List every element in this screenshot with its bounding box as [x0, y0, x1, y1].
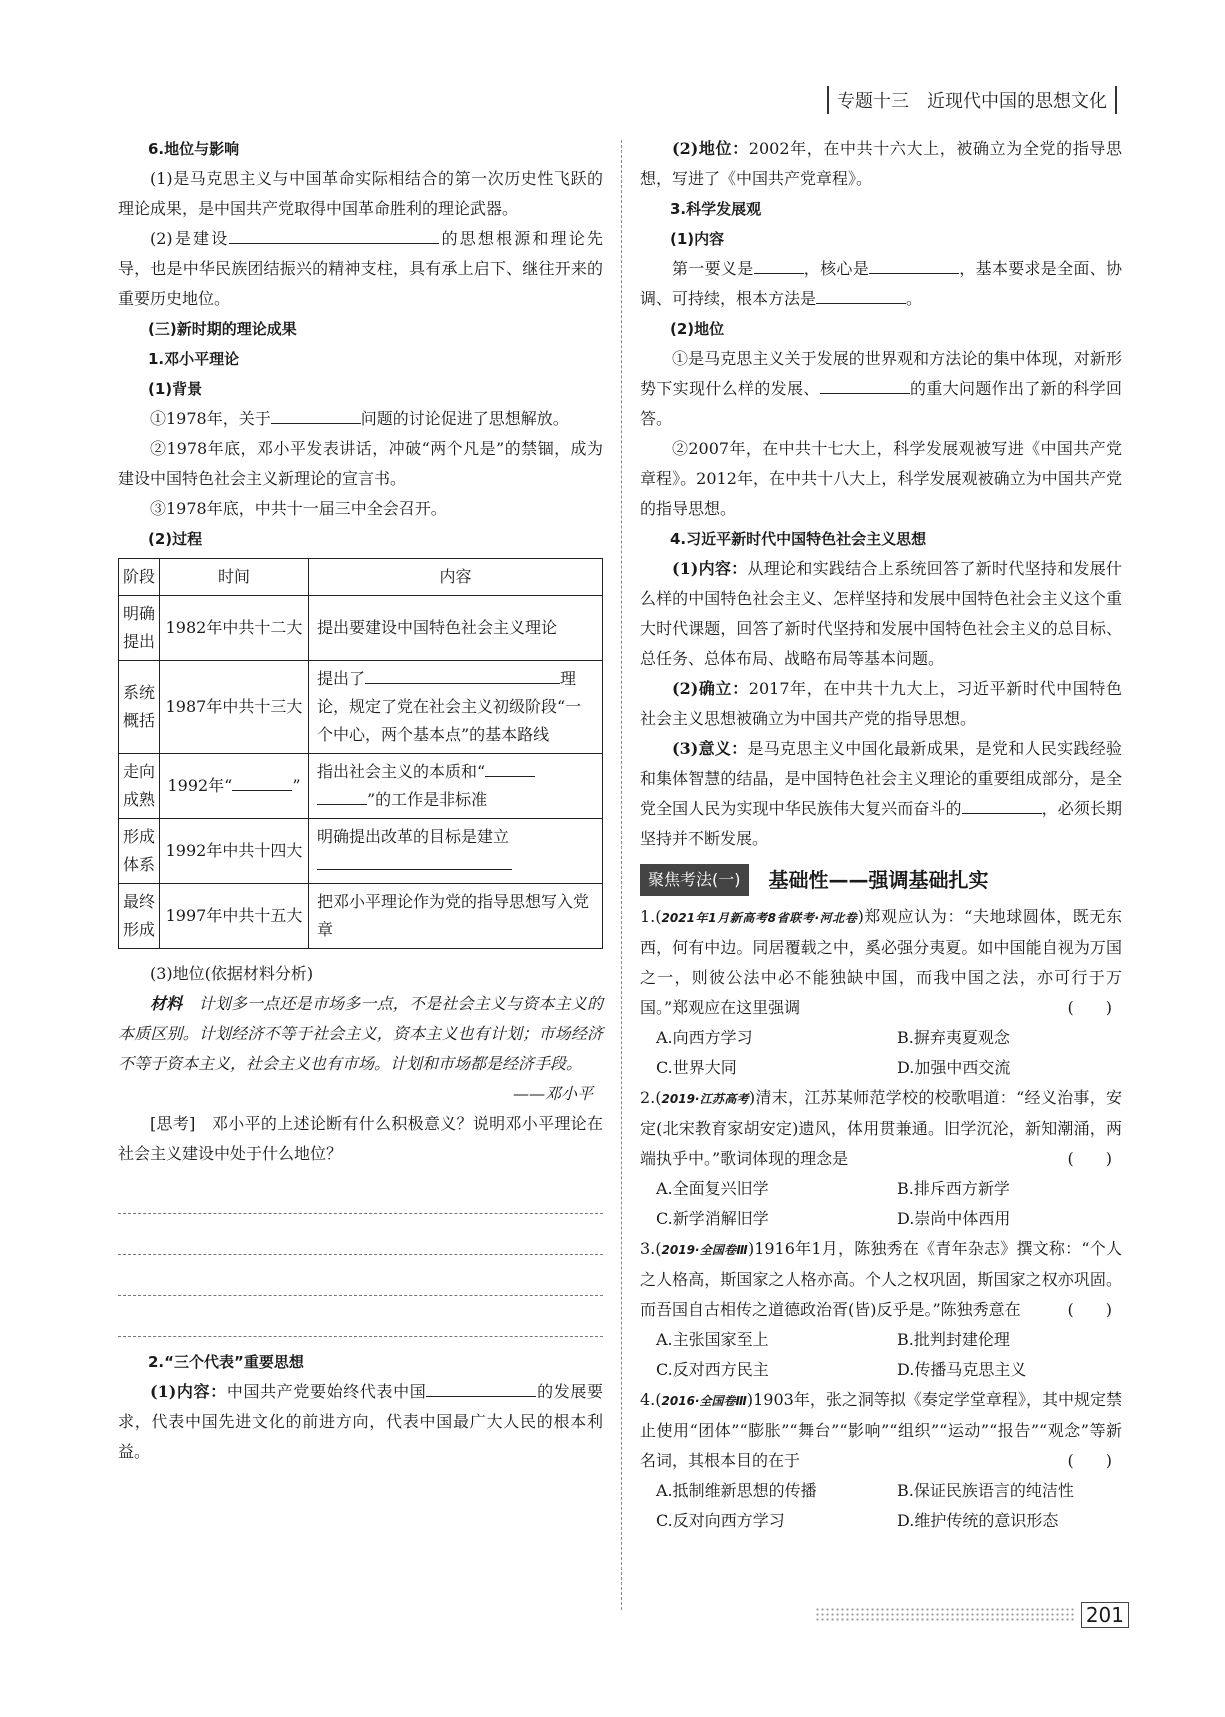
option[interactable]: D.传播马克思主义 [897, 1360, 1027, 1379]
blank[interactable] [365, 665, 560, 684]
table-cell: 1992年“ ” [160, 754, 309, 819]
paragraph: (2)确立：2017年，在中共十九大上，习近平新时代中国特色社会主义思想被确立为中国共产党的指导思想。 [640, 679, 1122, 728]
paragraph: (1)内容：中国共产党要始终代表中国 的发展要求，代表中国先进文化的前进方向，代表中国最广大人民的根本利益。 [118, 1377, 603, 1467]
table-row [119, 884, 603, 949]
footer-pattern [815, 1607, 1075, 1623]
table-header: 阶段 [119, 559, 160, 596]
option[interactable]: A.全面复兴旧学 [656, 1179, 769, 1198]
blank[interactable] [232, 772, 292, 791]
paragraph: ③1978年底，中共十一届三中全会召开。 [150, 499, 447, 518]
section-title: 1.邓小平理论 [148, 350, 240, 368]
column-divider [621, 140, 622, 1610]
table-cell: 最终形成 [119, 884, 160, 949]
option[interactable]: C.反对向西方学习 [656, 1511, 785, 1530]
paragraph: ①1978年，关于 问题的讨论促进了思想解放。 [118, 404, 603, 434]
paragraph: ②2007年，在中共十七大上，科学发展观被写进《中国共产党章程》。2012年，在中共十八大上，科学发展观被确立为中国共产党的指导思想。 [640, 439, 1122, 518]
page-footer [815, 1602, 1129, 1628]
table-cell: 1997年中共十五大 [160, 884, 309, 949]
blank[interactable] [869, 255, 959, 274]
table-cell: 1987年中共十三大 [160, 661, 309, 754]
option[interactable]: B.摒弃夷夏观念 [897, 1028, 1010, 1047]
table-cell: 1992年中共十四大 [160, 819, 309, 884]
table-cell: 提出要建设中国特色社会主义理论 [309, 596, 603, 661]
blank[interactable] [317, 851, 512, 870]
option[interactable]: A.向西方学习 [656, 1028, 753, 1047]
left-column [118, 134, 603, 1467]
material-source: ——邓小平 [512, 1084, 593, 1103]
section-title: 6.地位与影响 [148, 140, 240, 158]
header-divider-end [1115, 86, 1117, 114]
blank[interactable] [754, 255, 804, 274]
header-chapter: 专题十三 [837, 91, 909, 112]
question-2 [640, 1083, 1122, 1234]
blank[interactable] [317, 786, 367, 805]
paragraph: (2)地位：2002年，在中共十六大上，被确立为全党的指导思想，写进了《中国共产党章程》。 [640, 139, 1122, 188]
think-question: [思考] 邓小平的上述论断有什么积极意义？说明邓小平理论在社会主义建设中处于什么地位？ [118, 1114, 603, 1163]
blank[interactable] [229, 225, 439, 244]
answer-lines[interactable] [118, 1173, 603, 1337]
page-number: 201 [1081, 1602, 1129, 1628]
page-header [819, 86, 1125, 114]
option[interactable]: D.崇尚中体西用 [897, 1209, 1011, 1228]
option[interactable]: D.加强中西交流 [897, 1058, 1011, 1077]
option[interactable]: B.排斥西方新学 [897, 1179, 1010, 1198]
section-title: (三)新时期的理论成果 [148, 320, 297, 338]
table-row [119, 661, 603, 754]
table-cell: 系统概括 [119, 661, 160, 754]
paragraph: (3)意义：是马克思主义中国化最新成果，是党和人民实践经验和集体智慧的结晶，是中国特色社会主义理论的重要组成部分，是全党全国人民为实现中华民族伟大复兴而奋斗的 ，必须长期坚持并不断发展。 [640, 739, 1122, 848]
question-3 [640, 1234, 1122, 1385]
banner-title: 基础性——强调基础扎实 [768, 868, 989, 892]
blank[interactable] [271, 405, 361, 424]
option[interactable]: C.反对西方民主 [656, 1360, 769, 1379]
table-header: 内容 [309, 559, 603, 596]
question-text: 4.(2016·全国卷Ⅲ)1903年，张之洞等拟《奏定学堂章程》，其中规定禁止使用“团体”“膨胀”“舞台”“影响”“组织”“运动”“报告”“观念”等新名词，其根本目的在于 ( ) [640, 1390, 1122, 1470]
header-title: 近现代中国的思想文化 [927, 91, 1107, 112]
banner-tag: 聚焦考法(一) [640, 864, 749, 896]
option[interactable]: B.批判封建伦理 [897, 1330, 1010, 1349]
options [640, 1023, 1122, 1083]
header-divider [827, 86, 829, 114]
blank[interactable] [816, 285, 906, 304]
table-cell: 明确提出改革的目标是建立 [309, 819, 603, 884]
question-text: 3.(2019·全国卷Ⅲ)1916年1月，陈独秀在《青年杂志》撰文称：“个人之人格高，斯国家之人格亦高。个人之权巩固，斯国家之权亦巩固。而吾国自古相传之道德政治胥(皆)反乎是。”陈独秀意在 ( ) [640, 1239, 1122, 1319]
paragraph: ②1978年底，邓小平发表讲话，冲破“两个凡是”的禁锢，成为建设中国特色社会主义新理论的宣言书。 [118, 439, 603, 488]
blank[interactable] [820, 375, 910, 394]
right-column [640, 134, 1122, 1536]
option[interactable]: D.维护传统的意识形态 [897, 1511, 1059, 1530]
table-cell: 走向成熟 [119, 754, 160, 819]
option[interactable]: A.主张国家至上 [656, 1330, 769, 1349]
table-cell: 形成体系 [119, 819, 160, 884]
paragraph: 第一要义是 ，核心是 ，基本要求是全面、协调、可持续，根本方法是 。 [640, 254, 1122, 314]
blank[interactable] [426, 1378, 536, 1397]
paragraph: (2)是建设 的思想根源和理论先导，也是中华民族团结振兴的精神支柱，具有承上启下、继往开来的重要历史地位。 [118, 224, 603, 314]
process-table [118, 558, 603, 949]
option[interactable]: C.世界大同 [656, 1058, 737, 1077]
question-text: 2.(2019·江苏高考)清末，江苏某师范学校的校歌唱道：“经义治事，安定(北宋教育家胡安定)遗风，体用贯兼通。旧学沉沦，新知潮涌，两端执乎中。”歌词体现的理念是 ( ) [640, 1088, 1122, 1168]
table-cell: 把邓小平理论作为党的指导思想写入党章 [309, 884, 603, 949]
option[interactable]: A.抵制维新思想的传播 [656, 1481, 817, 1500]
options [640, 1476, 1122, 1536]
material: 材料 计划多一点还是市场多一点，不是社会主义与资本主义的本质区别。计划经济不等于社会主义，资本主义也有计划；市场经济不等于资本主义，社会主义也有市场。计划和市场都是经济手段。 [118, 994, 603, 1073]
table-row [119, 819, 603, 884]
table-header: 时间 [160, 559, 309, 596]
question-4 [640, 1385, 1122, 1536]
table-cell: 1982年中共十二大 [160, 596, 309, 661]
table-row [119, 596, 603, 661]
table-header-row [119, 559, 603, 596]
subsection-title: (2)地位 [670, 320, 725, 338]
subsection-title: (2)过程 [148, 530, 203, 548]
question-text: 1.(2021年1月新高考8省联考·河北卷)郑观应认为：“夫地球圆体，既无东西，何有中边。同居覆载之中，奚必强分夷夏。如中国能自视为万国之一，则彼公法中必不能独缺中国，而我中国之法，亦可行于万国。”郑观应在这里强调 ( ) [640, 907, 1122, 1017]
table-cell: 提出了 理论，规定了党在社会主义初级阶段“一个中心，两个基本点”的基本路线 [309, 661, 603, 754]
section-banner [640, 864, 1122, 896]
options [640, 1325, 1122, 1385]
paragraph: ①是马克思主义关于发展的世界观和方法论的集中体现，对新形势下实现什么样的发展、 的重大问题作出了新的科学回答。 [640, 349, 1122, 428]
table-cell: 指出社会主义的本质和“ ”的工作是非标准 [309, 754, 603, 819]
subsection-title: (1)背景 [148, 380, 203, 398]
section-title: 4.习近平新时代中国特色社会主义思想 [670, 530, 927, 548]
option[interactable]: C.新学消解旧学 [656, 1209, 769, 1228]
options [640, 1174, 1122, 1234]
blank[interactable] [485, 758, 535, 777]
paragraph: (1)是马克思主义与中国革命实际相结合的第一次历史性飞跃的理论成果，是中国共产党取得中国革命胜利的理论武器。 [118, 169, 603, 218]
question-1 [640, 902, 1122, 1083]
subsection-title: (1)内容 [670, 230, 725, 248]
paragraph: (1)内容：从理论和实践结合上系统回答了新时代坚持和发展什么样的中国特色社会主义、怎样坚持和发展中国特色社会主义这个重大时代课题，回答了新时代坚持和发展中国特色社会主义的总目标、总任务、总体布局、战略布局等基本问题。 [640, 559, 1122, 668]
option[interactable]: B.保证民族语言的纯洁性 [897, 1481, 1074, 1500]
section-title: 3.科学发展观 [670, 200, 762, 218]
section-title: 2.“三个代表”重要思想 [148, 1353, 304, 1371]
blank[interactable] [962, 795, 1042, 814]
table-row [119, 754, 603, 819]
table-cell: 明确提出 [119, 596, 160, 661]
subsection-title: (3)地位(依据材料分析) [150, 964, 314, 983]
